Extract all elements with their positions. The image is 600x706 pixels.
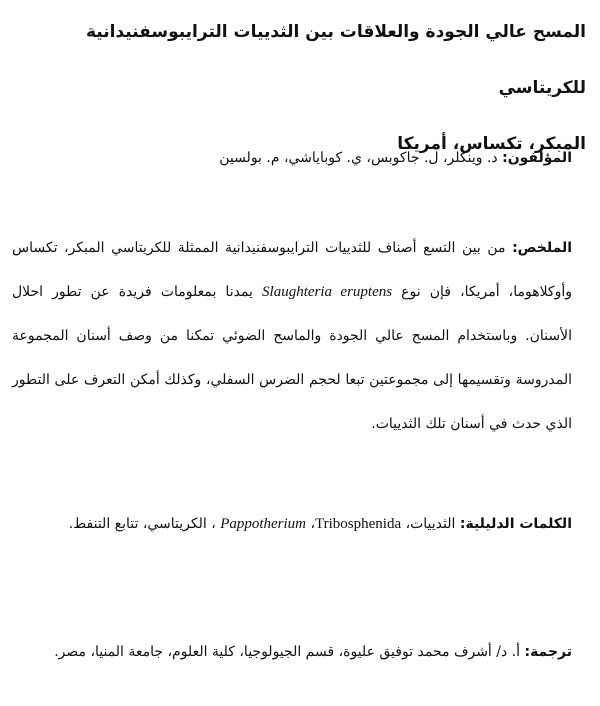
authors-names: د. وينكلر، ل. جاكوبس، ي. كوباياشي، م. بولسين [219, 150, 498, 166]
keywords-section: الكلمات الدليلية: الثدييات، Tribosphenida، Pappotherium ، الكريتاسي، تتابع التنفط. [68, 516, 572, 532]
species-name: Slaughteria eruptens [262, 284, 393, 300]
translator-section [12, 632, 572, 672]
title-line-2: المبكر، تكساس، أمريكا [397, 134, 586, 154]
keywords-label: الكلمات الدليلية: [459, 516, 572, 532]
keyword-mammals: الثدييات، [405, 516, 456, 532]
title-line-1: المسح عالي الجودة والعلاقات بين الثدييات الترايبوسفنيدانية للكريتاسي [85, 22, 586, 98]
keyword-rest: ، الكريتاسي، تتابع التنفط. [68, 516, 216, 532]
authors-label: المؤلفون: [502, 150, 572, 166]
authors-section [12, 144, 572, 172]
abstract-text-part2: يمدنا بمعلومات فريدة عن تطور احلال الأسنان. وباستخدام المسح عالي الجودة والماسح الضوئي تمكنا من وصف أسنان المجموعة المدروسة وتقسيمها إلى مجموعتين تبعا لحجم الضرس السفلي، وكذلك أمكن التعرف على التطور الذي حدث في أسنان تلك الثدييات. [12, 284, 572, 432]
keyword-pappotherium: Pappotherium [220, 516, 307, 532]
abstract-text-part1: من بين التسع أصناف للثدييات الترايبوسفنيدانية الممثلة للكريتاسي المبكر، تكساس وأوكلاهوما، أمريكا، فإن نوع [12, 240, 573, 300]
keyword-tribosphenida: Tribosphenida [315, 516, 402, 532]
abstract-section [12, 226, 572, 446]
translator-text: أ. د/ أشرف محمد توفيق عليوة، قسم الجيولوجيا، كلية العلوم، جامعة المنيا، مصر. [54, 644, 521, 660]
translator-label: ترجمة: [524, 644, 572, 660]
abstract-label: الملخص: [512, 240, 573, 256]
